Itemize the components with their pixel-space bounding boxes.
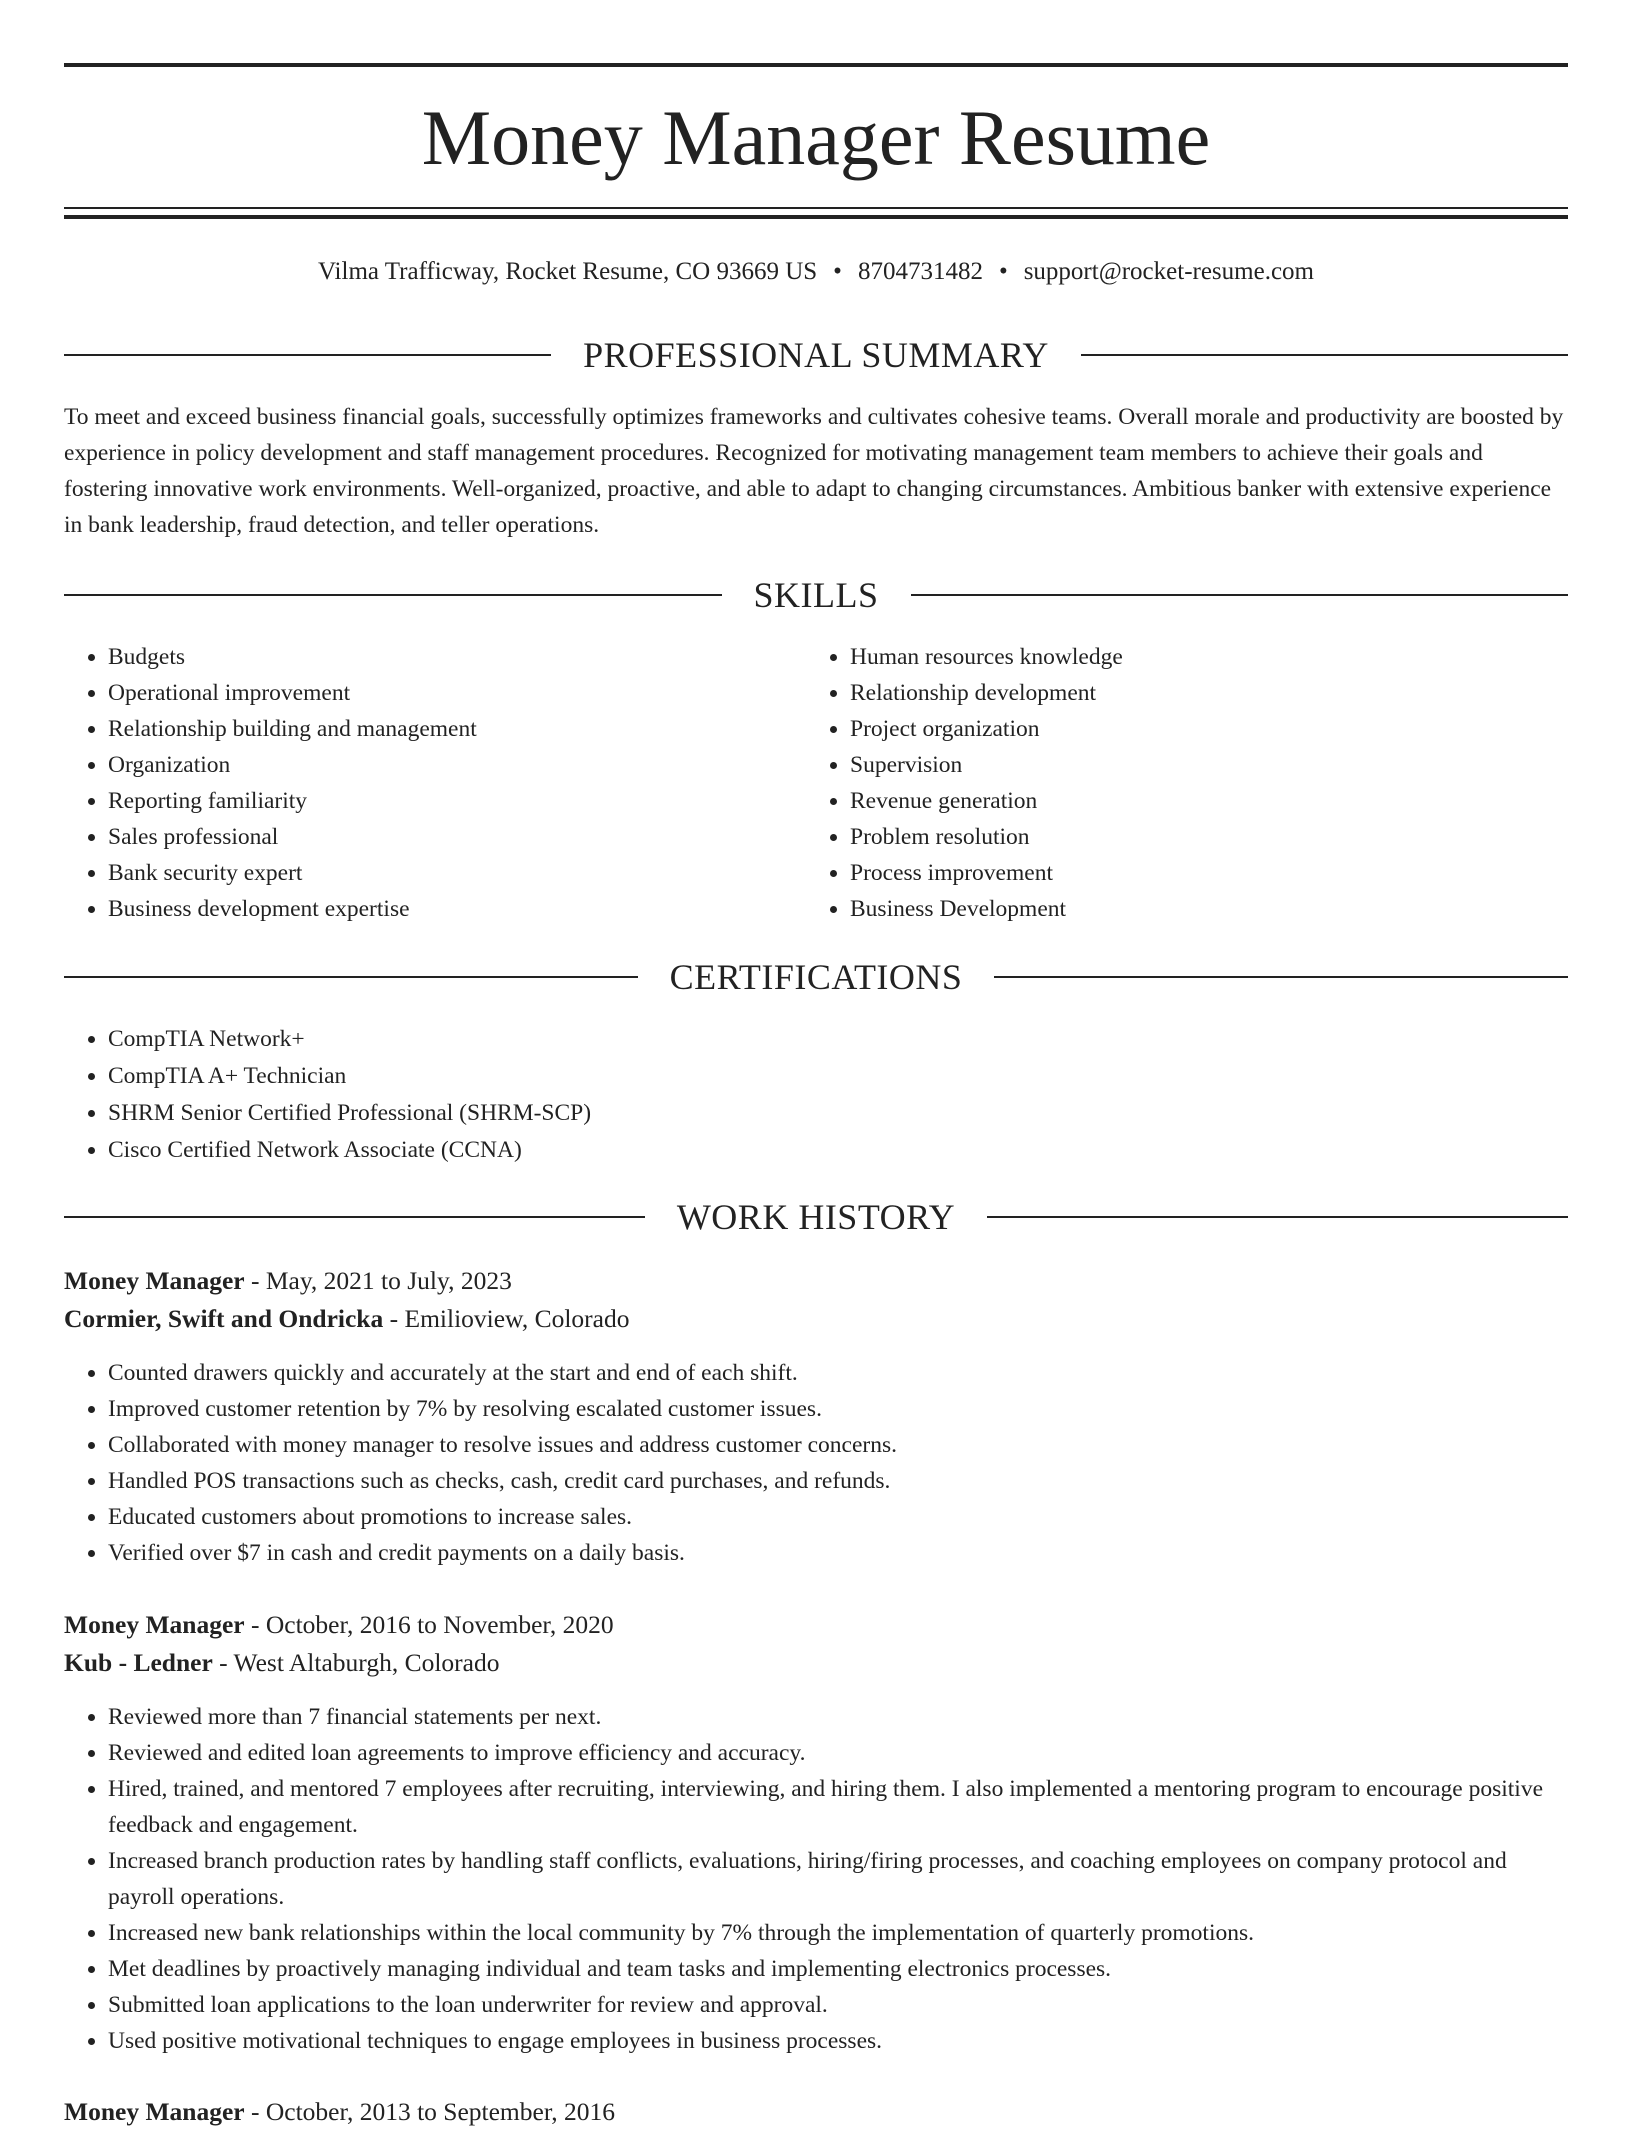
- skill-item: • Relationship development: [850, 675, 1506, 711]
- job-bullets: [64, 1699, 1568, 2059]
- certifications-block: [64, 1021, 1568, 1169]
- section-title-work-history: WORK HISTORY: [676, 1197, 956, 1237]
- contact-phone: 8704731482: [857, 258, 983, 285]
- section-header-work-history: [64, 1195, 1568, 1239]
- contact-separator: •: [998, 258, 1008, 285]
- job-bullets: [64, 1355, 1568, 1571]
- section-rule: [64, 1216, 645, 1218]
- section-rule: [994, 976, 1568, 978]
- job-bullets-block: [64, 1699, 1568, 2059]
- job-bullet: • Increased new bank relationships within the local community by 7% through the implementation of quarterly promotions.: [108, 1915, 1568, 1951]
- contact-line: [64, 255, 1568, 289]
- title-rule-thin: [64, 207, 1568, 209]
- job-bullet: • Met deadlines by proactively managing individual and team tasks and implementing electronics processes.: [108, 1951, 1568, 1987]
- certification-item: • CompTIA Network+: [108, 1021, 1568, 1058]
- certification-item: • CompTIA A+ Technician: [108, 1058, 1568, 1095]
- skill-item: • Human resources knowledge: [850, 639, 1506, 675]
- skill-item: • Business development expertise: [108, 891, 764, 927]
- skill-item: • Supervision: [850, 747, 1506, 783]
- skills-column-left: [64, 639, 764, 927]
- job-bullet: • Reviewed and edited loan agreements to improve efficiency and accuracy.: [108, 1735, 1568, 1771]
- job-dates: - October, 2013 to September, 2016: [244, 2097, 616, 2126]
- job-title: Money Manager: [64, 1610, 245, 1639]
- job-bullet: • Counted drawers quickly and accurately at the start and end of each shift.: [108, 1355, 1568, 1391]
- title-rule-thick: [64, 215, 1568, 219]
- job-bullet: • Verified over $7 in cash and credit payments on a daily basis.: [108, 1535, 1568, 1571]
- job-dates: - October, 2016 to November, 2020: [244, 1610, 614, 1639]
- job-bullet: • Increased branch production rates by handling staff conflicts, evaluations, hiring/firing processes, and coaching employees on company protocol and payroll operations.: [108, 1843, 1568, 1915]
- job-title-line: [64, 2093, 1568, 2131]
- job-company-line: [64, 1644, 1568, 1682]
- job-title-line: [64, 1606, 1568, 1644]
- page-title: Money Manager Resume: [421, 94, 1211, 181]
- job-bullet: • Used positive motivational techniques to engage employees in business processes.: [108, 2023, 1568, 2059]
- job-bullet: • Submitted loan applications to the loan underwriter for review and approval.: [108, 1987, 1568, 2023]
- job-bullet: • Educated customers about promotions to increase sales.: [108, 1499, 1568, 1535]
- skill-item: • Process improvement: [850, 855, 1506, 891]
- section-rule: [987, 1216, 1568, 1218]
- certification-item: • Cisco Certified Network Associate (CCNA): [108, 1132, 1568, 1169]
- job-title: Money Manager: [64, 1266, 245, 1295]
- skill-item: • Business Development: [850, 891, 1506, 927]
- skill-item: • Reporting familiarity: [108, 783, 764, 819]
- job-bullet: • Reviewed more than 7 financial statements per next.: [108, 1699, 1568, 1735]
- section-title-summary: PROFESSIONAL SUMMARY: [583, 335, 1049, 375]
- job-bullet: • Hired, trained, and mentored 7 employees after recruiting, interviewing, and hiring them. I also implemented a mentoring program to encourage positive feedback and engagement.: [108, 1771, 1568, 1843]
- job-dates: - May, 2021 to July, 2023: [244, 1266, 512, 1295]
- skill-item: • Revenue generation: [850, 783, 1506, 819]
- skill-item: • Organization: [108, 747, 764, 783]
- skills-list-right: [806, 639, 1506, 927]
- job-location: - West Altaburgh, Colorado: [212, 1648, 500, 1677]
- section-header-certifications: [64, 955, 1568, 999]
- summary-paragraph: To meet and exceed business financial goals, successfully optimizes frameworks and cultivates cohesive teams. Overall morale and productivity are boosted by experience in policy development and staff management procedures. Recognized for motivating management team members to achieve their goals and fostering innovative work environments. Well-organized, proactive, and able to adapt to changing circumstances. Ambitious banker with extensive experience in bank leadership, fraud detection, and teller operations.: [64, 404, 1564, 538]
- skill-item: • Bank security expert: [108, 855, 764, 891]
- section-rule: [64, 594, 722, 596]
- top-rule: [64, 63, 1568, 67]
- skill-item: • Project organization: [850, 711, 1506, 747]
- job-bullet: • Improved customer retention by 7% by resolving escalated customer issues.: [108, 1391, 1568, 1427]
- skill-item: • Budgets: [108, 639, 764, 675]
- section-title-certifications: CERTIFICATIONS: [669, 957, 963, 997]
- section-rule: [64, 976, 638, 978]
- certification-item: • SHRM Senior Certified Professional (SHRM-SCP): [108, 1095, 1568, 1132]
- job-bullets-block: [64, 1355, 1568, 1571]
- contact-email: support@rocket-resume.com: [1023, 258, 1314, 285]
- certifications-list: [64, 1021, 1568, 1169]
- job-company: Kub - Ledner: [64, 1648, 213, 1677]
- skill-item: • Operational improvement: [108, 675, 764, 711]
- job-title-line: [64, 1262, 1568, 1300]
- section-header-summary: [64, 333, 1568, 377]
- section-rule: [1081, 354, 1568, 356]
- contact-address: Vilma Trafficway, Rocket Resume, CO 93669 US: [318, 258, 818, 285]
- job-bullet: • Handled POS transactions such as checks, cash, credit card purchases, and refunds.: [108, 1463, 1568, 1499]
- section-rule: [911, 594, 1569, 596]
- job-company-line: [64, 1300, 1568, 1338]
- section-title-skills: SKILLS: [753, 575, 879, 615]
- section-header-skills: [64, 573, 1568, 617]
- skills-column-right: [806, 639, 1506, 927]
- skill-item: • Sales professional: [108, 819, 764, 855]
- skill-item: • Problem resolution: [850, 819, 1506, 855]
- job-title: Money Manager: [64, 2097, 245, 2126]
- job-company: Cormier, Swift and Ondricka: [64, 1304, 384, 1333]
- contact-separator: •: [833, 258, 842, 285]
- skill-item: • Relationship building and management: [108, 711, 764, 747]
- skills-list-left: [64, 639, 764, 927]
- section-rule: [64, 354, 551, 356]
- job-location: - Emilioview, Colorado: [383, 1304, 630, 1333]
- job-bullet: • Collaborated with money manager to resolve issues and address customer concerns.: [108, 1427, 1568, 1463]
